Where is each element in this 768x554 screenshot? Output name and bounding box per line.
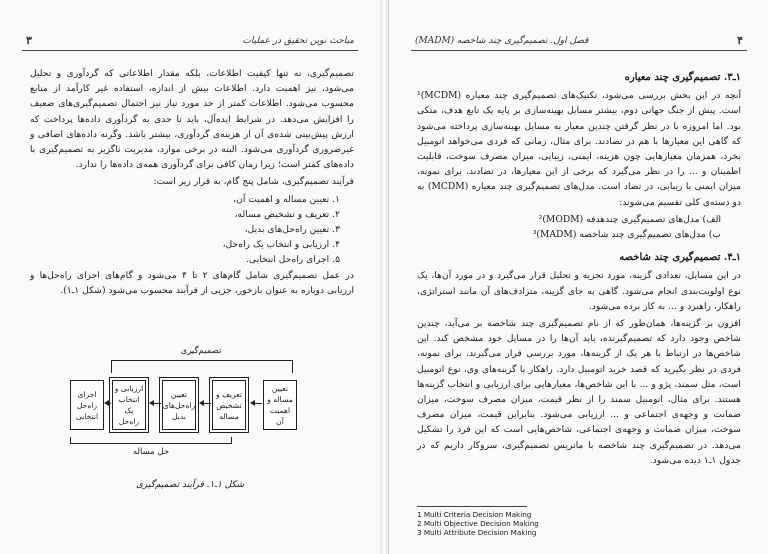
paragraph: تصمیم‌گیری، نه تنها کیفیت اطلاعات، بلکه مقدار اطلاعاتی که گردآوری و تحلیل می‌شود، نیز اهمیت دارد. اطلاعات بیش از اندازه، استفاده غیر کارآمد از منابع محسوب می‌شود. اطلاعات کمتر از حد مورد نیاز نیز احتمال تصمیم‌گیری‌های ضعیف را افزایش می‌دهد. در شرایط ایده‌آل، باید تا حدی به گردآوری داده‌ها پرداخت که ارزش پیش‌بینی شده‌ی آن از هزینه‌ی گردآوری، بیشتر باشد. وگرنه داده‌های اضافی و غیرضروری گردآوری می‌شود. البته در برخی موارد، مدیریت ناگزیر به تصمیم‌گیری با داده‌های کمتر است؛ زیرا زمان کافی برای گردآوری همه‌ی داده‌ها را ندارد.: [30, 68, 354, 171]
diagram-box-step-2: تعریف و تشخیص مساله: [212, 380, 246, 430]
section-heading: ۱ـ۴. تصمیم‌گیری چند شاخصه: [619, 252, 741, 264]
page-number: ۳: [26, 34, 32, 47]
paragraph: در عمل تصمیم‌گیری شامل گام‌های ۲ تا ۴ می‌شود و گام‌های اجرای راه‌حل‌ها و ارزیابی دوباره به عنوان بازخور، جزیی از فرآیند محسوب می‌شود (شکل ۱ـ۱).: [30, 269, 354, 296]
arrow-icon: [108, 403, 111, 404]
page-body: [417, 66, 741, 470]
running-header: [411, 36, 747, 51]
book-gutter: [380, 0, 388, 554]
right-page: [388, 0, 768, 554]
decision-making-brace: [111, 360, 293, 373]
diagram-box-step-5: اجرای راه‌حل انتخابی: [70, 380, 104, 430]
footnote: 3 Multi Attribute Decision Making: [417, 528, 537, 537]
paragraph: فرآیند تصمیم‌گیری، شامل پنج گام، به قرار زیر است:: [153, 176, 354, 188]
process-diagram: [66, 346, 300, 465]
running-header: [22, 36, 358, 51]
footnote: 2 Multi Objective Decision Making: [417, 519, 539, 528]
list-item: ب) مدل‌های تصمیم‌گیری چند شاخصه (MADM)³: [532, 229, 721, 241]
paragraph: آنچه در این بخش بررسی می‌شود، تکنیک‌های تصمیم‌گیری چند معیاره (MCDM)¹ است. پیش از جنگ جهانی دوم، بیشتر مسایل بهینه‌سازی بر پایه یک تابع هدف، متکی بود. اما امروزه با در نظر گرفتن چندین معیار به مسایل بهینه‌سازی پرداخته می‌شود که گاهی این معیارها با هم در تضادند. برای مثال، زمانی که فردی می‌خواهد اتومبیل بخرد، همزمان معیارهایی چون هزینه، ایمنی، زیبایی، میزان مصرف سوخت، قابلیت اطمینان و ... را در نظر می‌گیرد که برخی از این معیارها، در تضادند. برای نمونه، میزان ایمنی با زیبایی، در تضاد است. مدل‌های تصمیم‌گیری چند معیاره (MCDM) به دو دسته‌ی کلی تقسیم می‌شوند:: [417, 90, 741, 208]
list-item: ۴. ارزیابی و انتخاب یک راه‌حل،: [222, 239, 340, 251]
running-title: مباحث نوین تحقیق در عملیات: [242, 36, 354, 46]
running-title: فصل اول. تصمیم‌گیری چند شاخصه (MADM): [415, 36, 589, 46]
list-item: الف) مدل‌های تصمیم‌گیری چندهدفه (MODM)²: [538, 213, 721, 225]
diagram-box-step-3: تعیین راه‌حل‌های بدیل: [162, 380, 196, 430]
page-body: [30, 66, 354, 300]
list-item: ۱. تعیین مساله و اهمیت آن،: [233, 193, 340, 205]
section-heading: ۱ـ۳. تصمیم‌گیری چند معیاره: [624, 72, 741, 83]
page-number: ۴: [737, 34, 743, 47]
steps-list: [30, 192, 354, 268]
footnotes: [417, 506, 539, 537]
left-page: [0, 0, 381, 554]
figure-caption: شکل ۱ـ۱. فرآیند تصمیم‌گیری: [135, 480, 245, 490]
problem-solving-label: حل مساله: [132, 447, 170, 457]
arrow-icon: [254, 403, 262, 404]
arrow-icon: [203, 403, 211, 404]
list-item: ۵. اجرای راه‌حل انتخابی.: [246, 254, 340, 266]
diagram-box-step-4: ارزیابی و انتخاب یک راه‌حل: [112, 380, 146, 430]
paragraph: در این مسایل، تعدادی گزینه، مورد تجزیه و تحلیل قرار می‌گیرد و در مورد آن‌ها، یک نوع اولویت‌بندی انجام می‌شود. گاهی به جای گزینه، مترادف‌های آن مانند استراتژی، راهکار، راهبرد و ... به کار برده می‌شود.: [417, 270, 741, 312]
footnote: 1 Multi Criteria Decision Making: [417, 510, 532, 519]
decision-making-label: تصمیم‌گیری: [180, 346, 222, 356]
list-item: ۳. تعیین راه‌حل‌های بدیل،: [244, 224, 340, 236]
paragraph: افزون بر گزینه‌ها، همان‌طور که از نام تصمیم‌گیری چند شاخصه بر می‌آید، چندین شاخص وجود دارد که تصمیم‌گیرنده، باید آن‌ها را در مسایل خود مشخص کند. این شاخص‌ها در ارتباط با هر یک از گزینه‌ها، مورد بررسی قرار می‌گیرند. برای نمونه، فردی در نظر بگیرید که قصد خرید اتومبیل دارد. راهکار یا گزینه‌های وی، نوع اتومبیل است، مثل سمند، پژو و ... با این شاخص‌ها، معیارهایی برای ارزیابی و انتخاب گزینه‌ها هستند. برای مثال، اتومبیل سمند را از نظر قیمت، میزان مصرف سوخت، میزان ضمانت و وجهه‌ی اجتماعی و ... ارزیابی می‌شود. بنابراین قیمت، میزان مصرف سوخت، میزان ضمانت و وجهه‌ی اجتماعی، شاخص‌هایی است که این فرد را تشکیل می‌دهد. در تصمیم‌گیری چند شاخصه با ماتریس تصمیم‌گیری، سروکار داریم که در جدول ۱ـ۱ دیده می‌شود.: [417, 318, 741, 466]
arrow-icon: [153, 403, 161, 404]
problem-solving-brace: [70, 437, 232, 444]
list-item: ۲. تعریف و تشخیص مساله،: [234, 208, 340, 220]
diagram-box-step-1: تعیین مساله و اهمیت آن: [263, 380, 297, 430]
